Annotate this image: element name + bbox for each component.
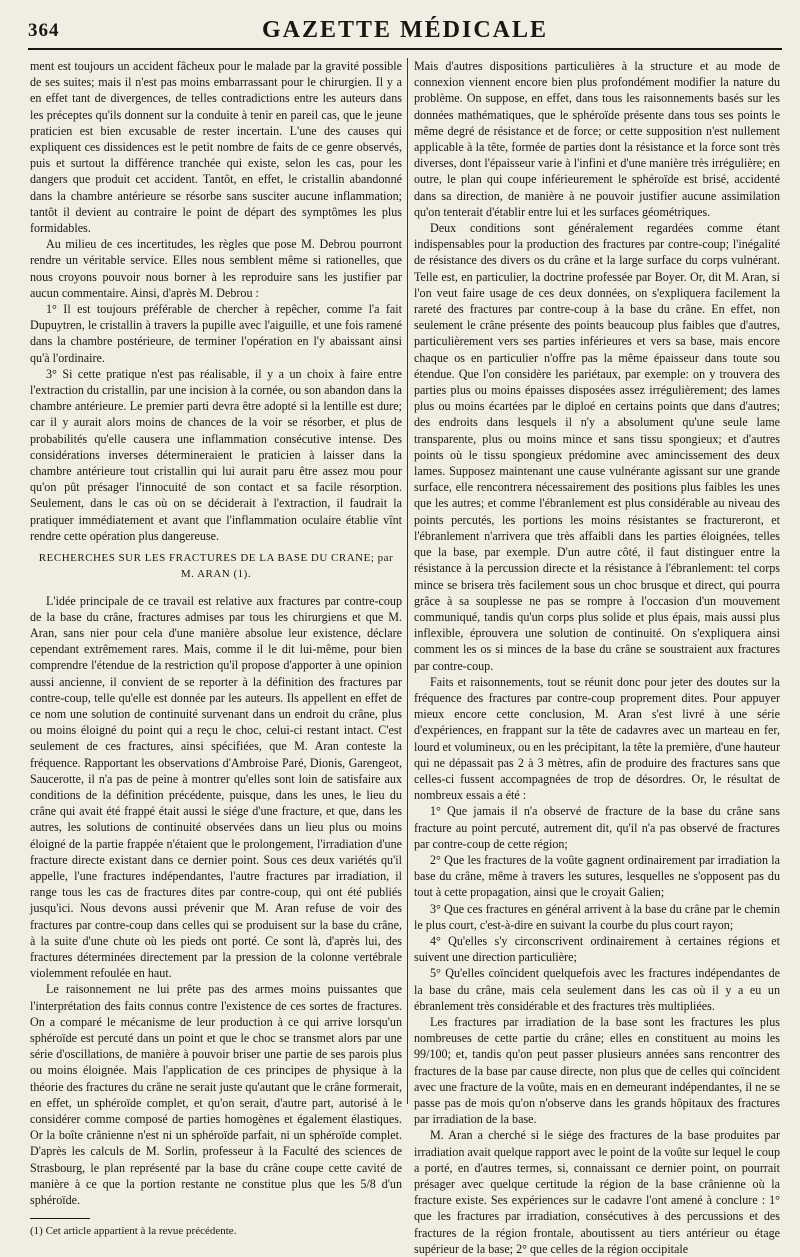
paragraph: 1° Que jamais il n'a observé de fracture de la base du crâne sans fracture au point percuté, autrement dit, qu'il n'a pas observé de fractures par contre-coup de cette région;: [414, 804, 780, 851]
right-column: [414, 58, 780, 1256]
section-heading: [30, 550, 402, 582]
masthead-title: GAZETTE MÉDICALE: [261, 17, 549, 43]
page-number: 364: [28, 20, 60, 41]
footnote: (1) Cet article appartient à la revue précédente.: [30, 1225, 237, 1238]
paragraph: ment est toujours un accident fâcheux pour le malade par la gravité possible de ses suites; mais il n'est pas moins embarrassant pour le chirurgien. Il y a en effet tant de divergences, de telles contradictions entre les auteurs dans les préceptes qu'ils donnent sur la conduite à tenir en pareil cas, que le jeune praticien est bien excusable de rester incertain. L'une des causes qui expliquent ces dissidences est le petit nombre de faits de ce genre observés, puis et surtout la différence tranchée qui existe, selon les cas, pour les dangers que produit cet accident. Tantôt, en effet, le cristallin abandonné dans la chambre antérieure se résorbe sans susciter aucune inflammation; tantôt il devient au contraire le point de départ des symptômes les plus formidables.: [30, 59, 402, 236]
paragraph: Faits et raisonnements, tout se réunit donc pour jeter des doutes sur la fréquence des fractures par contre-coup proprement dites. Pour appuyer mieux encore cette conclusion, M. Aran s'est livré à une série d'expériences, en frappant sur la tête de cadavres avec un marteau en fer, lourd et volumineux, ou en les précipitant, la tête la première, d'une hauteur qui ne dépassait pas 2 à 3 mètres, afin de produire des fractures sans que celles-ci fussent accompagnées de trop de désordres. Or, le résultat de nombreux essais a été :: [414, 674, 780, 803]
paragraph: L'idée principale de ce travail est relative aux fractures par contre-coup de la base du crâne, fractures admises par tous les chirurgiens et que M. Aran, sans nier pour cela d'une manière absolue leur existence, déclare cependant extrêmement rares. Mais, comme il le dit lui-même, pour bien comprendre l'étendue de la restriction qu'il propose d'apporter à une opinion aussi ancienne, il convient de se reporter à la définition des fractures par contre-coup, telle qu'elle est donnée par les auteurs. Ils appellent en effet de ce nom une solution de continuité survenant dans un endroit du crâne, plus ou moins éloigné du point qui a reçu le choc, celui-ci restant intact. C'est seulement de ces fractures, ainsi spécifiées, que M. Aran conteste la fréquence. Rapportant les observations d'Ambroise Paré, Dionis, Garengeot, Saucerotte, il n'a pas de peine à montrer qu'elles sont loin de satisfaire aux conditions de la définition précédente, puisque, dans les unes, le lieu du crâne qui avait été frappé était aussi le siége d'une fracture, et que, dans les autres, les solutions de continuité observées dans un lieu plus ou moins éloigné de la partie frappée n'étaient que le prolongement, l'irradiation d'une fracture directe existant dans ce dernier point. Sous ces deux variétés qu'il appelle, l'une fractures indépendantes, l'autre fractures par irradiation, il range tous les cas de fractures dites par contre-coup, qui ont été publiés jusqu'ici. Nous devons aussi prévenir que M. Aran refuse de voir des fractures par contre-coup dans celles qui se produisent sur la base du crâne, à la suite d'une chute où les pieds ont porté. Ce sont là, d'après lui, des fractures déterminées directement par la pression de la colonne vertébrale violemment refoulée en haut.: [30, 593, 402, 981]
paragraph: 5° Qu'elles coïncident quelquefois avec les fractures indépendantes de la base du crâne, mais cela seulement dans les cas où il y a eu un ébranlement très considérable et des fractures très multipliées.: [414, 966, 780, 1013]
page-header: [28, 14, 782, 50]
paragraph: M. Aran a cherché si le siége des fractures de la base produites par irradiation avait quelque rapport avec le point de la voûte sur lequel le coup a porté, en d'autres termes, si, connaissant ce dernier point, on pourrait présager avec quelque certitude la région de la base crânienne où la fracture existe. Ses expériences sur le cadavre l'ont amené à conclure : 1° que les fractures par irradiation, consécutives à des percussions et des fractures de la région frontale, aboutissent au tiers antérieur ou étage supérieur de la base; 2° que celles de la région occipitale: [414, 1128, 780, 1256]
paragraph: Deux conditions sont généralement regardées comme étant indispensables pour la production des fractures par contre-coup; l'inégalité de résistance des divers os du crâne et la large surface du corps vulnérant. Telle est, en particulier, la doctrine professée par Boyer. Or, dit M. Aran, si l'on veut faire usage de ces deux données, on s'expliquera facilement la rareté des fractures par contre-coup à la base du crâne. En effet, non seulement le crâne présente des points beaucoup plus faibles que d'autres, particulièrement vers ses parties inférieures et vers sa base, mais encore chaque os en particulier n'offre pas la même épaisseur dans toute sou étendue. Que l'on considère les pariétaux, par exemple: on y trouvera des parties plus ou moins épaisses disposées assez irrégulièrement; des lames plus ou moins écartées par le diploé en certains points que dans d'autres; des endroits dans lesquels il n'y a absolument qu'une seule lame transparente, plus ou moins mince et sans tissu spongieux; et d'autres points où le tissu spongieux prédomine avec amincissement des deux lames. Supposez maintenant une cause vulnérante agissant sur une grande surface, elle rencontrera nécessairement des positions plus faibles les unes que les autres; et comme l'ébranlement est plus considérable au niveau des points percutés, les portions les moins résistantes se fractureront, et l'ébranlement n'arrivera que très affaibli dans les parties éloignées, telles que la base, par exemple. D'un autre côté, il faut distinguer entre la résistance à la percussion directe et la résistance à l'ébranlement: tel corps mince se brisera très facilement sous un choc brusque et direct, qui pourra grâce à sa souplesse ne pas se rompre à l'occasion d'un mouvement communiqué, tandis qu'un corps plus solide et plus épais, mais aussi plus inflexible, éprouvera une solution de continuité. On s'expliquera ainsi comment les os si minces de la base du crâne se soustraient aux fractures par contre-coup.: [414, 221, 780, 673]
paragraph: 1° Il est toujours préférable de chercher à repêcher, comme l'a fait Dupuytren, le cristallin à travers la pupille avec l'aiguille, et une fois ramené dans la chambre postérieure, de terminer l'opération en l'y abaissant ainsi qu'à l'ordinaire.: [30, 302, 402, 365]
paragraph: Au milieu de ces incertitudes, les règles que pose M. Debrou pourront rendre un véritable service. Elles nous semblent même si rationelles, que nous croyons pouvoir nous borner à les reproduire sans les justifier par aucun commentaire. Ainsi, d'après M. Debrou :: [30, 237, 402, 300]
section-title: RECHERCHES SUR LES FRACTURES DE LA BASE DU CRANE; par: [38, 552, 394, 565]
paragraph: 4° Qu'elles s'y circonscrivent ordinairement à certaines régions et suivent une direction particulière;: [414, 933, 780, 965]
paragraph: Mais d'autres dispositions particulières à la structure et au mode de connexion viennent encore bien plus profondément modifier la nature du problème. On suppose, en effet, dans tous les raisonnements basés sur les données mathématiques, que le sphéroïde présente dans tous ses points le même degré de résistance et de force; or cette supposition n'est nullement applicable à la tête, formée de parties dont la résistance et la force sont très diverses, dont l'épaisseur varie à l'infini et d'une manière très irrégulière; en outre, le plan qui coupe inférieurement le sphéroïde est brisé, accidenté dans sa direction, de manière à ne pouvoir justifier aucune assimilation qu'on tenterait d'établir entre lui et les surfaces géométriques.: [414, 59, 780, 219]
column-divider: [407, 58, 408, 1104]
paragraph: 3° Que ces fractures en général arrivent à la base du crâne par le chemin le plus court, c'est-à-dire en suivant la courbe du plus court rayon;: [414, 901, 780, 932]
footnote-divider: [30, 1218, 90, 1219]
paragraph: Le raisonnement ne lui prête pas des armes moins puissantes que l'interprétation des faits connus contre l'existence de ces sortes de fractures. On a comparé le mécanisme de leur production à ce qui arrive lorsqu'un sphéroïde est percuté dans un point et que le choc se transmet alors par une série d'oscillations, de manière à pouvoir briser une partie de ses parois plus ou moins éloignée. Mais l'application de ces principes de physique à la théorie des fractures du crâne ne serait juste qu'autant que le crâne formerait, en effet, un sphéroïde complet, et qu'on serait, d'autre part, autorisé à le considérer comme composé de parties homogènes et également élastiques. Or la boîte crânienne n'est ni un sphéroïde parfait, ni un sphéroïde complet. D'après les calculs de M. Sorlin, professeur à la Faculté des sciences de Strasbourg, le plan représenté par la base du crâne coupe cette cavité de manière à ce que la portion restante ne constitue plus que les 5/8 d'un sphéroïde.: [30, 982, 402, 1208]
paragraph: 2° Que les fractures de la voûte gagnent ordinairement par irradiation la base du crâne, même à travers les sutures, lesquelles ne s'opposent pas du tout à cette propagation, ainsi que le croyait Galien;: [414, 852, 780, 900]
left-column: [30, 58, 402, 1238]
section-author: M. ARAN (1).: [180, 568, 252, 581]
paragraph: 3° Si cette pratique n'est pas réalisable, il y a un choix à faire entre l'extraction du cristallin, par une incision à la cornée, ou son abandon dans la chambre antérieure. Le premier parti devra être adopté si la lentille est dure; car il y aurait alors moins de chances de la voir se résorber, et plus de probabilités qu'elle causera une inflammation consécutive intense. Des considérations inverses détermineraient le praticien à laisser dans la chambre antérieure tout cristallin qui lui aurait paru être assez mou pour qu'on pût présager l'innocuité de son contact et sa facile résorption. Seulement, dans le cas où on se déciderait à l'extraction, il faudrait la pratiquer immédiatement et avant que l'inflammation oculaire établie vînt rendre cette opération plus dangereuse.: [30, 366, 402, 543]
paragraph: Les fractures par irradiation de la base sont les fractures les plus nombreuses de cette partie du crâne; elles en constituent au moins les 99/100; et, tandis qu'on peut passer plusieurs années sans rencontrer des fractures de la base par cause directe, non plus que de celles qui coïncident avec une fracture de la voûte, mais en en demeurant indépendantes, il ne se passe pas de mois qu'on n'observe dans les grands hôpitaux des fractures par irradiation de la base.: [414, 1014, 780, 1127]
